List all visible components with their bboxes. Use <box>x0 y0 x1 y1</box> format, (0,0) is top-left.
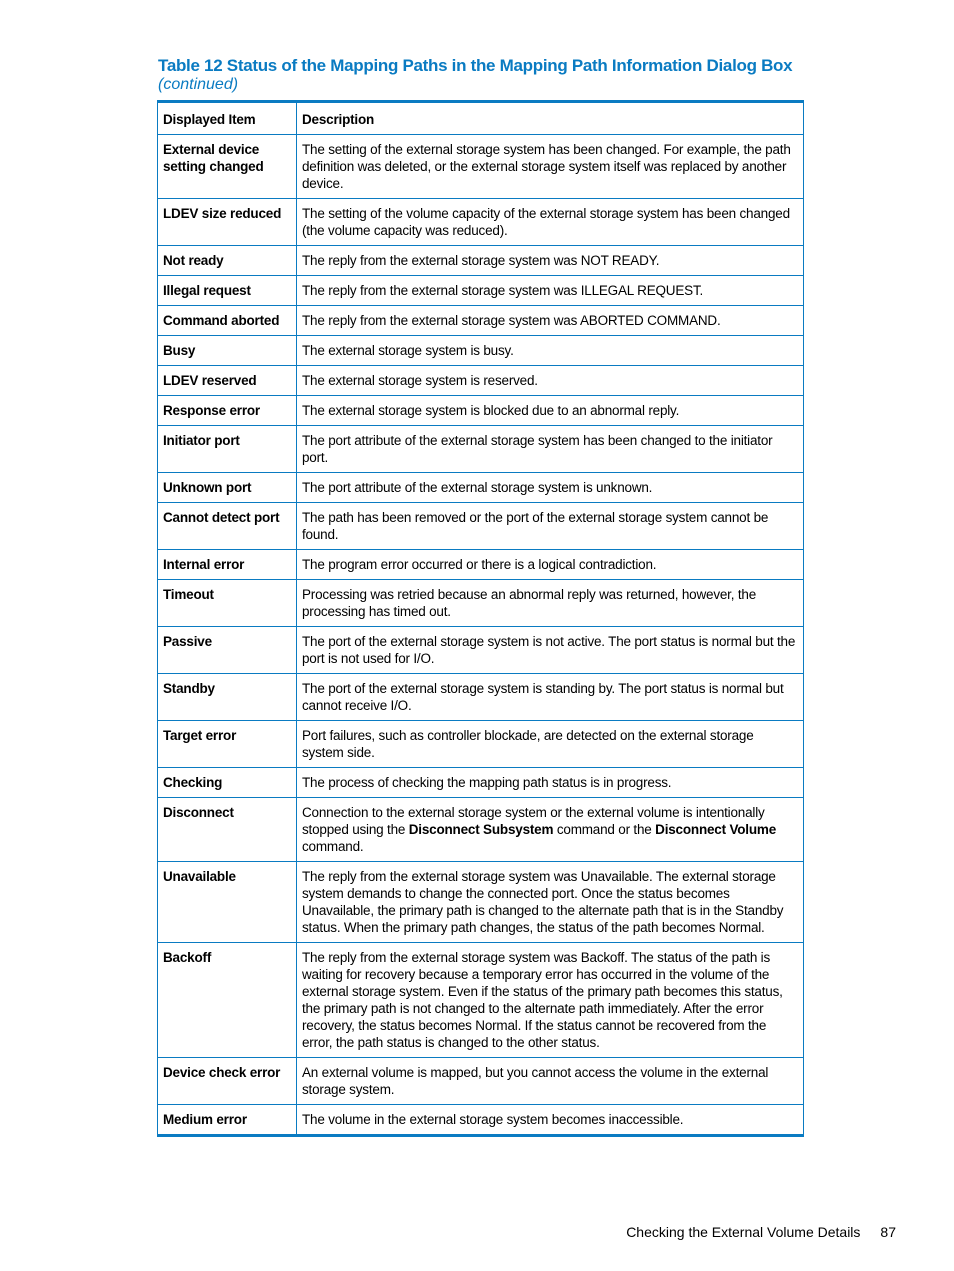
row-item: LDEV reserved <box>158 366 297 396</box>
table-caption <box>158 56 818 93</box>
table-row <box>158 943 804 1058</box>
table-row <box>158 550 804 580</box>
row-item: Disconnect <box>158 798 297 862</box>
row-description: The path has been removed or the port of the external storage system cannot be found. <box>297 503 804 550</box>
row-description: The setting of the volume capacity of the external storage system has been changed (the volume capacity was reduced). <box>297 199 804 246</box>
table-title: Table 12 Status of the Mapping Paths in the Mapping Path Information Dialog Box <box>158 56 793 75</box>
table-row <box>158 396 804 426</box>
table-continued-label: (continued) <box>158 76 239 93</box>
row-description: The reply from the external storage system was Backoff. The status of the path is waiting for recovery because a temporary error has occurred in the volume of the external storage system. Even if the status of the primary path becomes this status, the primary path is not changed to the alternate path immediately. After the error recovery, the status becomes Normal. If the status cannot be recovered from the error, the path status is changed to the other status. <box>297 943 804 1058</box>
row-item: Initiator port <box>158 426 297 473</box>
row-description: The port of the external storage system is standing by. The port status is normal but cannot receive I/O. <box>297 674 804 721</box>
table-row <box>158 199 804 246</box>
row-description: The external storage system is blocked due to an abnormal reply. <box>297 396 804 426</box>
row-item: LDEV size reduced <box>158 199 297 246</box>
table-row <box>158 135 804 199</box>
row-description: The port attribute of the external storage system is unknown. <box>297 473 804 503</box>
description-text: command or the <box>553 822 656 837</box>
row-description: The port of the external storage system is not active. The port status is normal but the port is not used for I/O. <box>297 627 804 674</box>
row-item: Standby <box>158 674 297 721</box>
page-number: 87 <box>880 1224 896 1240</box>
row-description: Port failures, such as controller blockade, are detected on the external storage system side. <box>297 721 804 768</box>
command-name-disconnect-subsystem: Disconnect Subsystem <box>408 822 554 837</box>
table-row <box>158 473 804 503</box>
row-item: Cannot detect port <box>158 503 297 550</box>
row-description: The program error occurred or there is a logical contradiction. <box>297 550 804 580</box>
page-footer <box>626 1223 896 1241</box>
row-description: The setting of the external storage system has been changed. For example, the path definition was deleted, or the external storage system itself was replaced by another device. <box>297 135 804 199</box>
table-row <box>158 768 804 798</box>
row-item: Not ready <box>158 246 297 276</box>
header-displayed-item: Displayed Item <box>158 102 297 135</box>
table-row <box>158 798 804 862</box>
table-row <box>158 306 804 336</box>
description-text: command. <box>302 839 364 854</box>
table-row <box>158 721 804 768</box>
table-row <box>158 276 804 306</box>
table-row <box>158 580 804 627</box>
row-item: Unknown port <box>158 473 297 503</box>
row-item: Medium error <box>158 1105 297 1136</box>
row-description: The port attribute of the external storage system has been changed to the initiator port. <box>297 426 804 473</box>
table-row <box>158 627 804 674</box>
command-name-disconnect-volume: Disconnect Volume <box>655 822 777 837</box>
table-row <box>158 246 804 276</box>
row-description: The volume in the external storage system becomes inaccessible. <box>297 1105 804 1136</box>
row-item: Checking <box>158 768 297 798</box>
row-item: Busy <box>158 336 297 366</box>
row-description: The reply from the external storage system was Unavailable. The external storage system demands to change the connected port. Once the status becomes Unavailable, the primary path is changed to the alternate path that is in the Standby status. When the primary path changes, the status of the path becomes Normal. <box>297 862 804 943</box>
table-row <box>158 336 804 366</box>
row-item: Unavailable <box>158 862 297 943</box>
table-header-row <box>158 102 804 135</box>
description-text: Connection to the external storage system or the external volume is intentionally stopped using the <box>302 805 765 837</box>
table-row <box>158 503 804 550</box>
row-description: The reply from the external storage system was ABORTED COMMAND. <box>297 306 804 336</box>
table-row <box>158 862 804 943</box>
row-item: Backoff <box>158 943 297 1058</box>
row-description: The external storage system is reserved. <box>297 366 804 396</box>
table-row <box>158 674 804 721</box>
status-table <box>157 100 804 1137</box>
row-item: Command aborted <box>158 306 297 336</box>
row-item: Timeout <box>158 580 297 627</box>
row-item: Illegal request <box>158 276 297 306</box>
table-row <box>158 426 804 473</box>
row-item: Response error <box>158 396 297 426</box>
footer-section-title: Checking the External Volume Details <box>626 1224 861 1240</box>
row-description: The reply from the external storage system was ILLEGAL REQUEST. <box>297 276 804 306</box>
row-item: External device setting changed <box>158 135 297 199</box>
row-description: Processing was retried because an abnormal reply was returned, however, the processing has timed out. <box>297 580 804 627</box>
table-row <box>158 366 804 396</box>
row-item: Target error <box>158 721 297 768</box>
table-row <box>158 1058 804 1105</box>
row-description: The reply from the external storage system was NOT READY. <box>297 246 804 276</box>
row-item: Passive <box>158 627 297 674</box>
row-description: The external storage system is busy. <box>297 336 804 366</box>
row-description: The process of checking the mapping path status is in progress. <box>297 768 804 798</box>
table-row <box>158 1105 804 1136</box>
row-item: Internal error <box>158 550 297 580</box>
row-item: Device check error <box>158 1058 297 1105</box>
row-description <box>297 798 804 862</box>
header-description: Description <box>297 102 804 135</box>
row-description: An external volume is mapped, but you cannot access the volume in the external storage system. <box>297 1058 804 1105</box>
